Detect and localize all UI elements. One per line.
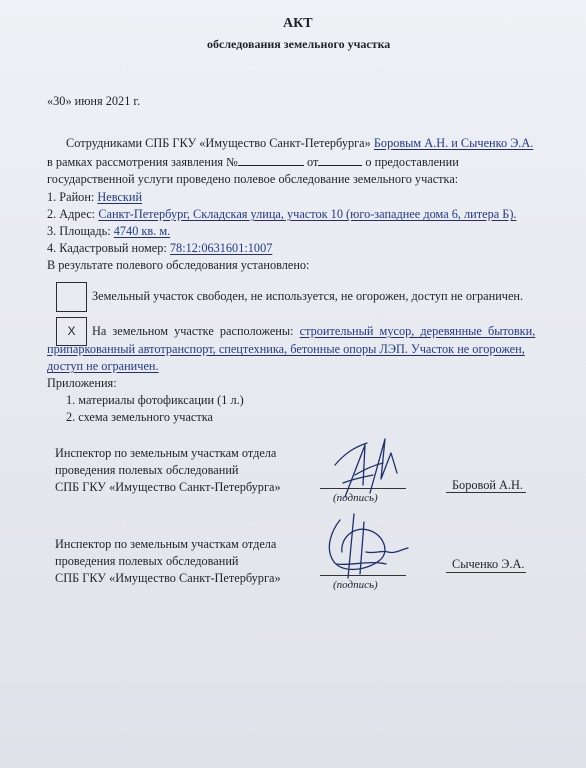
cadastral-field — [47, 241, 272, 256]
address-label: 2. Адрес: — [47, 207, 96, 221]
address-field — [47, 207, 516, 222]
intro-line-1 — [66, 136, 533, 151]
area-value: 4740 кв. м. — [113, 224, 171, 238]
application-label: в рамках рассмотрения заявления № — [47, 155, 238, 169]
signer-1-caption: (подпись) — [333, 492, 378, 504]
result-intro: В результате полевого обследования установлено: — [47, 258, 310, 272]
cadastral-label: 4. Кадастровый номер: — [47, 241, 167, 255]
signer-1-role-line-1: Инспектор по земельным участкам отдела — [55, 446, 277, 460]
act-date: «30» июня 2021 г. — [47, 94, 141, 108]
signer-1-signature — [325, 435, 405, 515]
cadastral-value: 78:12:0631601:1007 — [169, 241, 273, 255]
attachments-label: Приложения: — [47, 376, 117, 390]
signer-2-role-line-3: СПБ ГКУ «Имущество Санкт-Петербурга» — [55, 571, 281, 585]
document-subtitle: обследования земельного участка — [207, 37, 391, 51]
signer-1-name-line — [446, 492, 526, 493]
signer-2-name-line — [446, 572, 526, 573]
inspector-names: Боровым А.Н. и Сыченко Э.А. — [373, 136, 534, 150]
option-occupied-checkbox[interactable]: X — [56, 317, 87, 346]
intro-prefix: Сотрудниками СПБ ГКУ «Имущество Санкт-Петербурга» — [66, 136, 371, 150]
intro-line-3: государственной услуги проведено полевое обследование земельного участка: — [47, 172, 459, 186]
option-occupied-fill-1: строительный мусор, деревянные бытовки, — [299, 324, 536, 338]
application-number-blank — [238, 155, 304, 166]
attachment-item: 1. материалы фотофиксации (1 л.) — [66, 393, 244, 407]
signer-2-role-line-2: проведения полевых обследований — [55, 554, 239, 568]
district-value: Невский — [97, 190, 143, 204]
area-field — [47, 224, 170, 239]
intro-line-2 — [47, 155, 459, 170]
signer-2-signature — [310, 508, 420, 588]
application-suffix: о предоставлении — [365, 155, 459, 169]
signer-1-role-line-2: проведения полевых обследований — [55, 463, 239, 477]
option-occupied-line-2: припаркованный автотранспорт, спецтехника, бетонные опоры ЛЭП. Участок не огорожен, — [47, 342, 525, 356]
signer-1-name: Боровой А.Н. — [452, 478, 523, 492]
district-label: 1. Район: — [47, 190, 95, 204]
option-occupied-line-3: доступ не ограничен. — [47, 359, 159, 373]
signer-1-role-line-3: СПБ ГКУ «Имущество Санкт-Петербурга» — [55, 480, 281, 494]
document-title: АКТ — [283, 16, 313, 31]
district-field — [47, 190, 142, 205]
signer-2-role-line-1: Инспектор по земельным участкам отдела — [55, 537, 277, 551]
area-label: 3. Площадь: — [47, 224, 111, 238]
option-free-text: Земельный участок свободен, не используется, не огорожен, доступ не ограничен. — [92, 289, 524, 303]
application-date-blank — [318, 155, 362, 166]
application-from-label: от — [306, 155, 319, 169]
option-occupied-line-1 — [92, 324, 535, 339]
option-free-checkbox[interactable] — [56, 282, 87, 312]
address-value: Санкт-Петербург, Складская улица, участок 10 (юго-западнее дома 6, литера Б). — [98, 207, 517, 221]
signer-2-name: Сыченко Э.А. — [452, 557, 525, 571]
signer-2-caption: (подпись) — [333, 579, 378, 591]
attachment-item: 2. схема земельного участка — [66, 410, 213, 424]
option-occupied-prefix: На земельном участке расположены: — [92, 324, 294, 338]
